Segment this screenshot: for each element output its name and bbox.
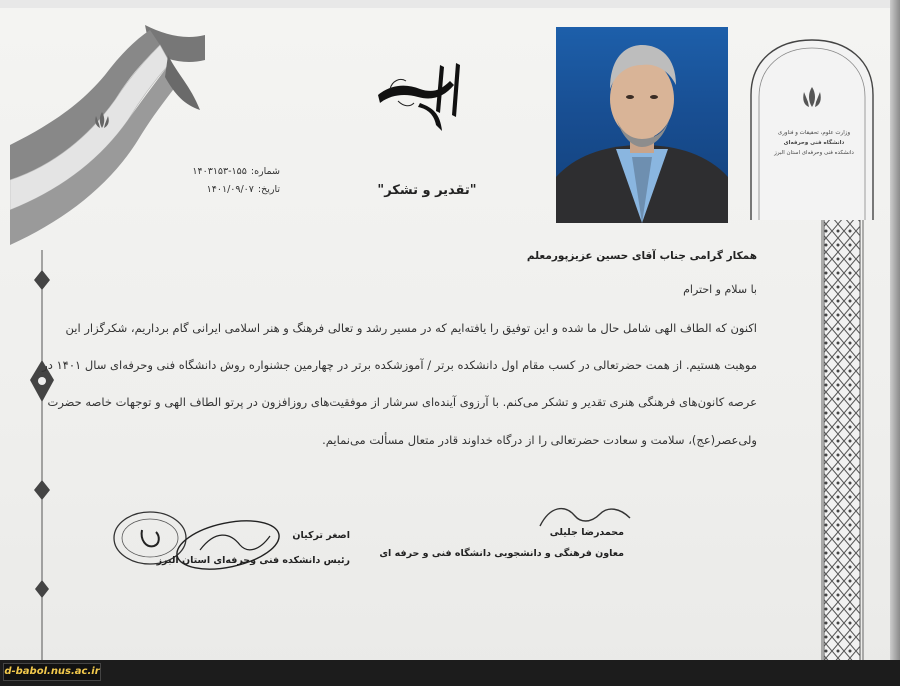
signature-left <box>157 530 350 566</box>
body-line-1: اکنون که الطاف الهی شامل حال ما شده و این توفیق را یافته‌ایم که در مسیر رشد و تعالی فرهنگ و هنر اسلامی ایرانی گام برداریم، شکرگزار این <box>65 321 757 335</box>
right-ornament-border <box>820 210 866 670</box>
body-line-4: ولی‌عصر(عج)، سلامت و سعادت حضرتعالی را از درگاه خداوند قادر متعال مسألت می‌نمایم. <box>322 433 757 447</box>
iran-flag-ribbon-icon <box>10 15 210 255</box>
top-edge <box>0 0 895 8</box>
certificate-title: "تقدیر و تشکر" <box>377 183 477 198</box>
signer-right-name: محمدرضا جلیلی <box>549 527 624 538</box>
signer-left-title: رئیس دانشکده فنی وحرفه‌ای استان البرز <box>156 555 350 566</box>
portrait-photo <box>556 27 728 223</box>
seal-text: وزارت علوم، تحقیقات و فناوری دانشگاه فنی وحرفه‌ای دانشکده فنی وحرفه‌ای استان البرز <box>774 130 854 156</box>
recipient-salutation: همکار گرامی جناب آقای حسین عزیزپورمعلم <box>526 250 757 262</box>
letter-date: تاریخ:۱۴۰۱/۰۹/۰۷ <box>206 184 280 195</box>
left-ornament-border <box>22 250 62 670</box>
right-edge <box>890 0 900 686</box>
bottom-bar <box>0 660 900 686</box>
site-watermark: d-babol.nus.ac.ir <box>3 663 101 681</box>
body-line-3: عرصه کانون‌های فرهنگی هنری تقدیر و تشکر می‌کنم. با آرزوی آینده‌ای سرشار از موفقیت‌های روزافزون در پرتو الطاف الهی و توجهات خاصه حضرت <box>47 395 757 409</box>
greeting: با سلام و احترام <box>683 283 757 296</box>
signer-left-name: اصغر ترکیان <box>292 530 350 541</box>
bismillah-calligraphy-icon <box>370 55 480 140</box>
signer-right-title: معاون فرهنگی و دانشجویی دانشگاه فنی و حرفه ای <box>379 548 624 559</box>
letter-number: شماره:۱۴۰۳۱۵۳-۱۵۵ <box>192 166 280 177</box>
signature-right <box>379 527 624 559</box>
body-line-2: موهبت هستیم. از همت حضرتعالی در کسب مقام اول دانشکده برتر / آموزشکده برتر در چهارمین جشنواره روش دانشگاه فنی وحرفه‌ای سال ۱۴۰۱ در <box>42 358 757 372</box>
